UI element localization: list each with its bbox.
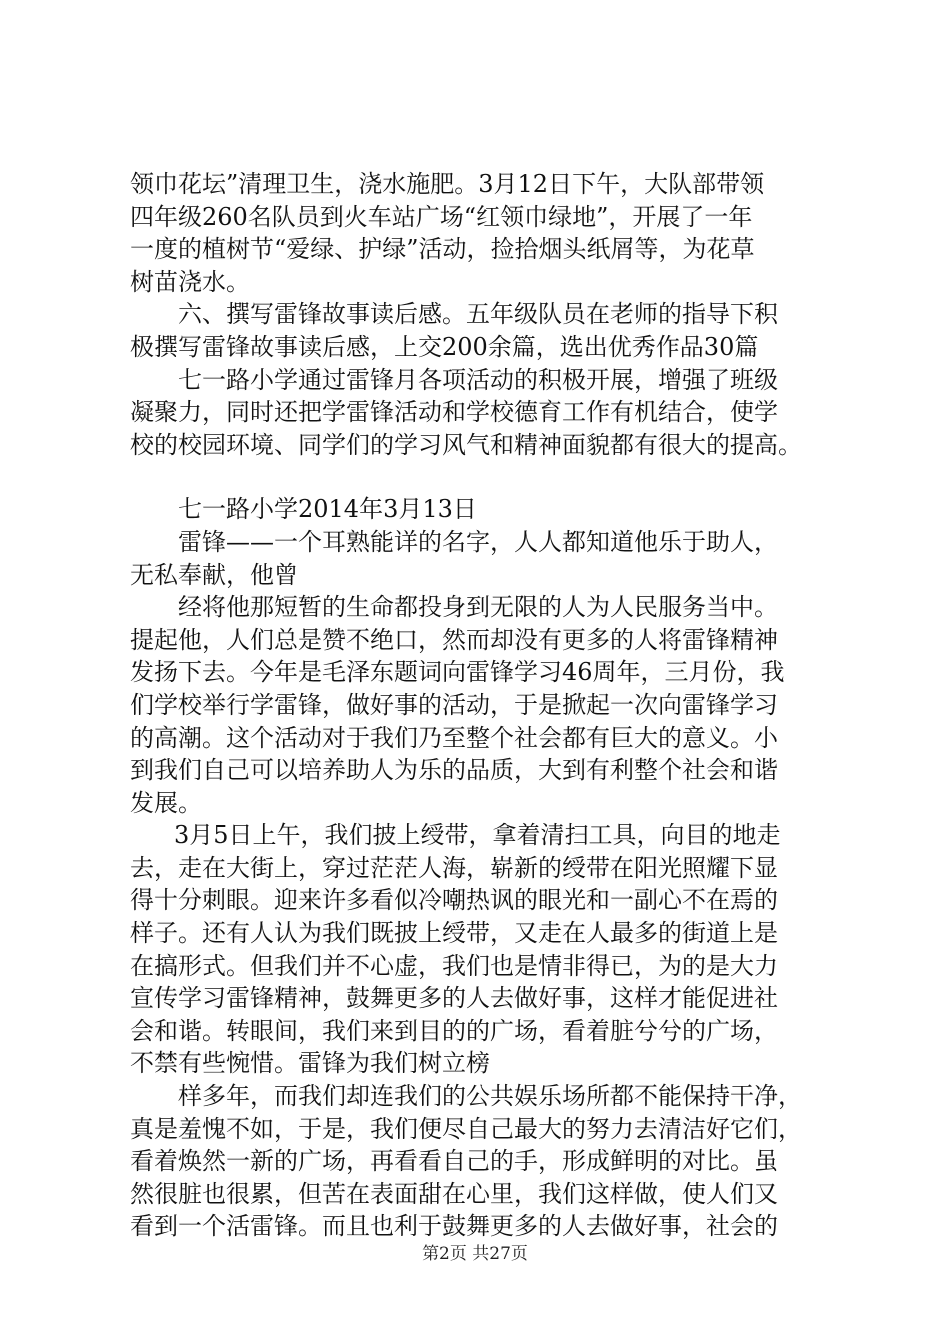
text-line: 雷锋——一个耳熟能详的名字，人人都知道他乐于助人，: [178, 527, 778, 556]
text-line: 会和谐。转眼间，我们来到目的的广场，看着脏兮兮的广场，: [130, 1016, 778, 1045]
text-line: 在搞形式。但我们并不心虚，我们也是情非得已，为的是大力: [130, 951, 778, 980]
text-line: 凝聚力，同时还把学雷锋活动和学校德育工作有机结合，使学: [130, 398, 778, 427]
text-line: 去，走在大街上，穿过茫茫人海，崭新的绶带在阳光照耀下显: [130, 853, 778, 882]
text-line: 发展。: [130, 788, 202, 817]
text-line: 一度的植树节“爱绿、护绿”活动，捡拾烟头纸屑等，为花草: [130, 235, 755, 264]
text-line: 校的校园环境、同学们的学习风气和精神面貌都有很大的提高。: [130, 430, 802, 459]
text-line: 看到一个活雷锋。而且也利于鼓舞更多的人去做好事，社会的: [130, 1212, 778, 1241]
text-line: 树苗浇水。: [130, 267, 250, 296]
text-line: 无私奉献，他曾: [130, 560, 298, 589]
document-body: [130, 168, 830, 1243]
text-line: 3月5日上午，我们披上绶带，拿着清扫工具，向目的地走: [174, 821, 781, 850]
text-line: 的高潮。这个活动对于我们乃至整个社会都有巨大的意义。小: [130, 723, 778, 752]
text-line: 样子。还有人认为我们既披上绶带，又走在人最多的街道上是: [130, 919, 778, 948]
text-line: 六、撰写雷锋故事读后感。五年级队员在老师的指导下积: [178, 300, 778, 329]
page-footer: [0, 1242, 950, 1266]
text-line: 们学校举行学雷锋，做好事的活动，于是掀起一次向雷锋学习: [130, 690, 778, 719]
text-line: 四年级260名队员到火车站广场“红领巾绿地”，开展了一年: [130, 202, 753, 231]
text-line: 真是羞愧不如，于是，我们便尽自己最大的努力去清洁好它们，: [130, 1114, 802, 1143]
text-line: 得十分刺眼。迎来许多看似冷嘲热讽的眼光和一副心不在焉的: [130, 886, 778, 915]
text-line: 看着焕然一新的广场，再看看自己的手，形成鲜明的对比。虽: [130, 1147, 778, 1176]
blank-line: [130, 461, 830, 493]
text-line: 样多年，而我们却连我们的公共娱乐场所都不能保持干净，: [178, 1082, 802, 1111]
text-line: 提起他，人们总是赞不绝口，然而却没有更多的人将雷锋精神: [130, 625, 778, 654]
text-line: 然很脏也很累，但苦在表面甜在心里，我们这样做，使人们又: [130, 1179, 778, 1208]
text-line: 到我们自己可以培养助人为乐的品质，大到有利整个社会和谐: [130, 756, 778, 785]
page-number: 第2页 共27页: [422, 1244, 528, 1264]
text-line: 不禁有些惋惜。雷锋为我们树立榜: [130, 1049, 490, 1078]
text-line: 宣传学习雷锋精神，鼓舞更多的人去做好事，这样才能促进社: [130, 984, 778, 1013]
text-line: 七一路小学通过雷锋月各项活动的积极开展，增强了班级: [178, 365, 778, 394]
text-line: 发扬下去。今年是毛泽东题词向雷锋学习46周年，三月份，我: [130, 658, 785, 687]
text-line: 经将他那短暂的生命都投身到无限的人为人民服务当中。: [178, 593, 778, 622]
text-line: 极撰写雷锋故事读后感，上交200余篇，选出优秀作品30篇: [130, 332, 759, 361]
signature-line: 七一路小学2014年3月13日: [178, 495, 477, 524]
text-line: 领巾花坛”清理卫生，浇水施肥。3月12日下午，大队部带领: [130, 170, 765, 198]
